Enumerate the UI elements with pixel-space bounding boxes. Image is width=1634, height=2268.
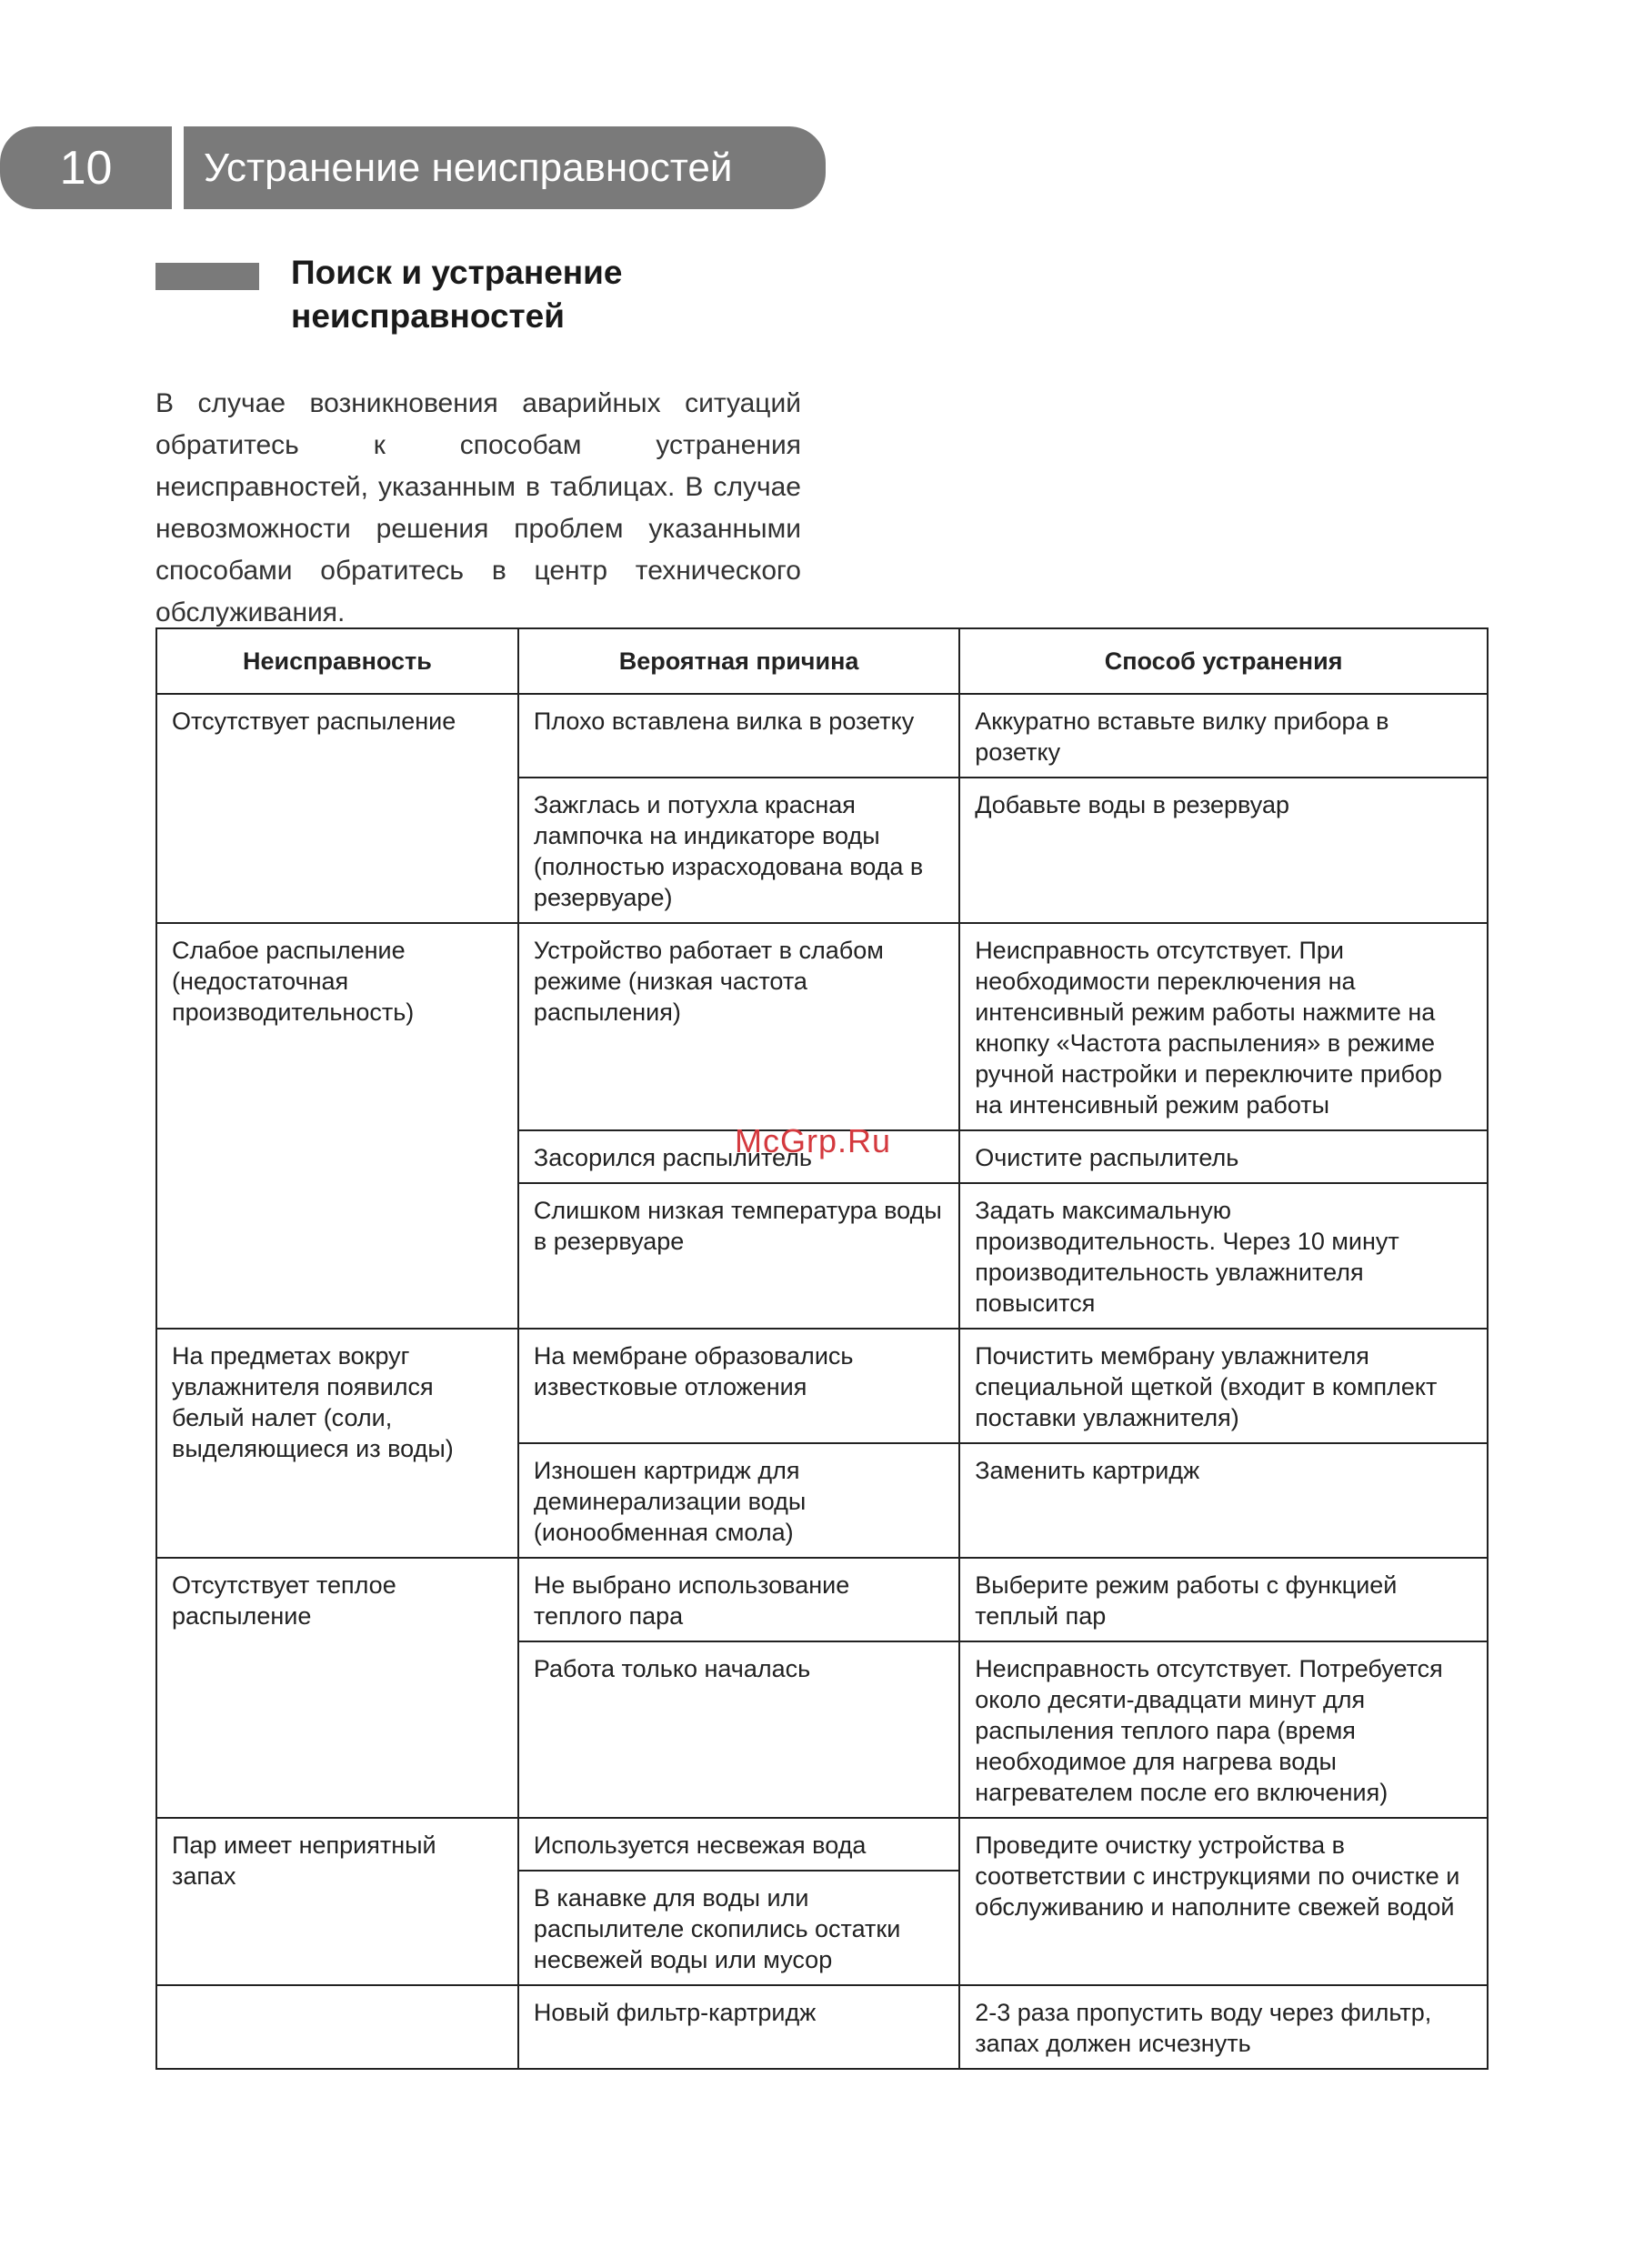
header-fix: Способ устранения xyxy=(959,628,1488,694)
section-marker xyxy=(155,263,259,290)
table-row xyxy=(156,694,1488,778)
cause-cell: Изношен картридж для деминерализации воды (ионообменная смола) xyxy=(518,1443,959,1558)
header-cause: Вероятная причина xyxy=(518,628,959,694)
fix-cell: Почистить мембрану увлажнителя специальной щеткой (входит в комплект поставки увлажнителя) xyxy=(959,1329,1488,1443)
fix-cell: Задать максимальную производительность. Через 10 минут производительность увлажнителя повысится xyxy=(959,1183,1488,1329)
section-title-line2: неисправностей xyxy=(291,297,566,335)
fix-cell: Неисправность отсутствует. При необходимости переключения на интенсивный режим работы нажмите на кнопку «Частота распыления» в режиме ручной настройки и переключите прибор на интенсивный режим работы xyxy=(959,923,1488,1130)
table-row xyxy=(156,1558,1488,1641)
watermark: McGrp.Ru xyxy=(735,1122,892,1159)
table-row xyxy=(156,1818,1488,1871)
table-header-row xyxy=(156,628,1488,694)
intro-paragraph: В случае возникновения аварийных ситуаций обратитесь к способам устранения неисправностей, указанным в таблицах. В случае невозможности решения проблем указанными способами обратитесь в центр технического обслуживания. xyxy=(155,388,801,627)
cause-cell: Слишком низкая температура воды в резервуаре xyxy=(518,1183,959,1329)
section-title xyxy=(291,251,837,338)
fix-cell: Выберите режим работы с функцией теплый пар xyxy=(959,1558,1488,1641)
page-number: 10 xyxy=(0,126,172,209)
fix-cell: Неисправность отсутствует. Потребуется около десяти-двадцати минут для распыления теплого пара (время необходимое для нагрева воды нагревателем после его включения) xyxy=(959,1641,1488,1818)
cause-cell: Зажглась и потухла красная лампочка на индикаторе воды (полностью израсходована вода в резервуаре) xyxy=(518,778,959,923)
section-title-line1: Поиск и устранение xyxy=(291,254,623,291)
fault-cell: Слабое распыление (недостаточная производительность) xyxy=(156,923,518,1329)
table-row xyxy=(156,923,1488,1130)
cause-cell: Новый фильтр-картридж xyxy=(518,1985,959,2069)
cause-cell: Плохо вставлена вилка в розетку xyxy=(518,694,959,778)
chapter-header xyxy=(0,126,826,209)
fault-cell: Отсутствует теплое распыление xyxy=(156,1558,518,1818)
cause-cell: Устройство работает в слабом режиме (низкая частота распыления) xyxy=(518,923,959,1130)
cause-cell: На мембране образовались известковые отложения xyxy=(518,1329,959,1443)
fix-cell: Очистите распылитель xyxy=(959,1130,1488,1183)
fix-cell: Проведите очистку устройства в соответствии с инструкциями по очистке и обслуживанию и наполните свежей водой xyxy=(959,1818,1488,1985)
fault-cell: На предметах вокруг увлажнителя появился белый налет (соли, выделяющиеся из воды) xyxy=(156,1329,518,1558)
header-fault: Неисправность xyxy=(156,628,518,694)
fix-cell: 2-3 раза пропустить воду через фильтр, запах должен исчезнуть xyxy=(959,1985,1488,2069)
cause-cell: Используется несвежая вода xyxy=(518,1818,959,1871)
troubleshooting-table xyxy=(155,627,1489,2070)
table-row xyxy=(156,1985,1488,2069)
fix-cell: Добавьте воды в резервуар xyxy=(959,778,1488,923)
fix-cell: Заменить картридж xyxy=(959,1443,1488,1558)
fault-cell xyxy=(156,1985,518,2069)
fault-cell: Пар имеет неприятный запах xyxy=(156,1818,518,1985)
cause-cell: Не выбрано использование теплого пара xyxy=(518,1558,959,1641)
table-row xyxy=(156,1329,1488,1443)
cause-cell: В канавке для воды или распылителе скопились остатки несвежей воды или мусор xyxy=(518,1871,959,1985)
fix-cell: Аккуратно вставьте вилку прибора в розетку xyxy=(959,694,1488,778)
chapter-title: Устранение неисправностей xyxy=(184,126,826,209)
cause-cell: Работа только началась xyxy=(518,1641,959,1818)
fault-cell: Отсутствует распыление xyxy=(156,694,518,923)
cause-cell: Засорился распылитель xyxy=(518,1130,959,1183)
